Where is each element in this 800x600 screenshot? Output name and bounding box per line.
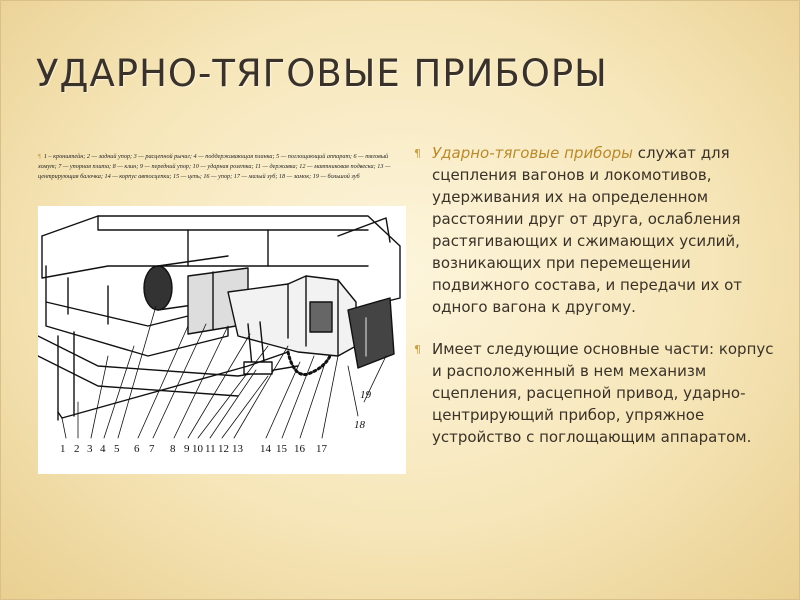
figure-caption bbox=[38, 152, 400, 182]
slide-title: УДАРНО-ТЯГОВЫЕ ПРИБОРЫ bbox=[36, 52, 608, 95]
callout-19: 19 bbox=[360, 389, 371, 401]
coupler-drawing bbox=[38, 206, 406, 474]
release-chain bbox=[288, 352, 330, 375]
callout-10: 10 bbox=[192, 443, 203, 455]
paragraph-marker-2: ¶ bbox=[414, 343, 421, 356]
striker-pocket bbox=[348, 298, 394, 368]
callout-18: 18 bbox=[354, 419, 365, 431]
coupler-diagram bbox=[38, 206, 406, 474]
description-paragraph-1 bbox=[414, 142, 786, 318]
caption-text: 1 – кронштейн; 2 — задний упор; 3 — расцепной рычаг; 4 — поддерживающая планка; 5 — поглощающий аппарат; 6 — тяговый хомут; 7 — упорная плита; 8 — клин; 9 — передний упор; 10 — ударная розетка; 11 — державка; 12 — маятниковая подвеска; 13 — центрирующая балочка; 14 — корпус автосцепки; 15 — цепь; 16 — упор; 17 — малый зуб; 18 — замок; 19 — большой зуб bbox=[38, 153, 391, 180]
callout-13: 13 bbox=[232, 443, 243, 455]
callout-1: 1 bbox=[60, 443, 66, 455]
paragraph-marker-1: ¶ bbox=[414, 147, 421, 160]
callout-12: 12 bbox=[218, 443, 229, 455]
paragraph-2-text: Имеет следующие основные части: корпус и расположенный в нем механизм сцепления, расцепной привод, ударно-центрирующий прибор, упряжное устройство с поглощающим аппаратом. bbox=[432, 340, 774, 446]
description-paragraph-2 bbox=[414, 338, 786, 448]
callout-17: 17 bbox=[316, 443, 327, 455]
description-column bbox=[414, 142, 786, 448]
term-highlight: Ударно-тяговые приборы bbox=[432, 144, 633, 162]
callout-5: 5 bbox=[114, 443, 120, 455]
callout-9: 9 bbox=[184, 443, 190, 455]
callout-8: 8 bbox=[170, 443, 176, 455]
callout-14: 14 bbox=[260, 443, 271, 455]
callout-3: 3 bbox=[87, 443, 93, 455]
callout-2: 2 bbox=[74, 443, 80, 455]
absorber-cylinder bbox=[144, 266, 172, 310]
callout-6: 6 bbox=[134, 443, 140, 455]
callout-11: 11 bbox=[205, 443, 216, 455]
paragraph-1-text: служат для сцепления вагонов и локомотивов, удерживания их на определенном расстоянии друг от друга, ослабления растягивающих и сжимающих усилий, возникающих при перемещении подвижного состава, и передачи их от одного вагона к другому. bbox=[432, 144, 742, 316]
caption-bullet-marker: ¶ bbox=[38, 153, 41, 160]
coupler-lock bbox=[310, 302, 332, 332]
callout-16: 16 bbox=[294, 443, 305, 455]
callout-7: 7 bbox=[149, 443, 155, 455]
callout-15: 15 bbox=[276, 443, 287, 455]
callout-4: 4 bbox=[100, 443, 106, 455]
